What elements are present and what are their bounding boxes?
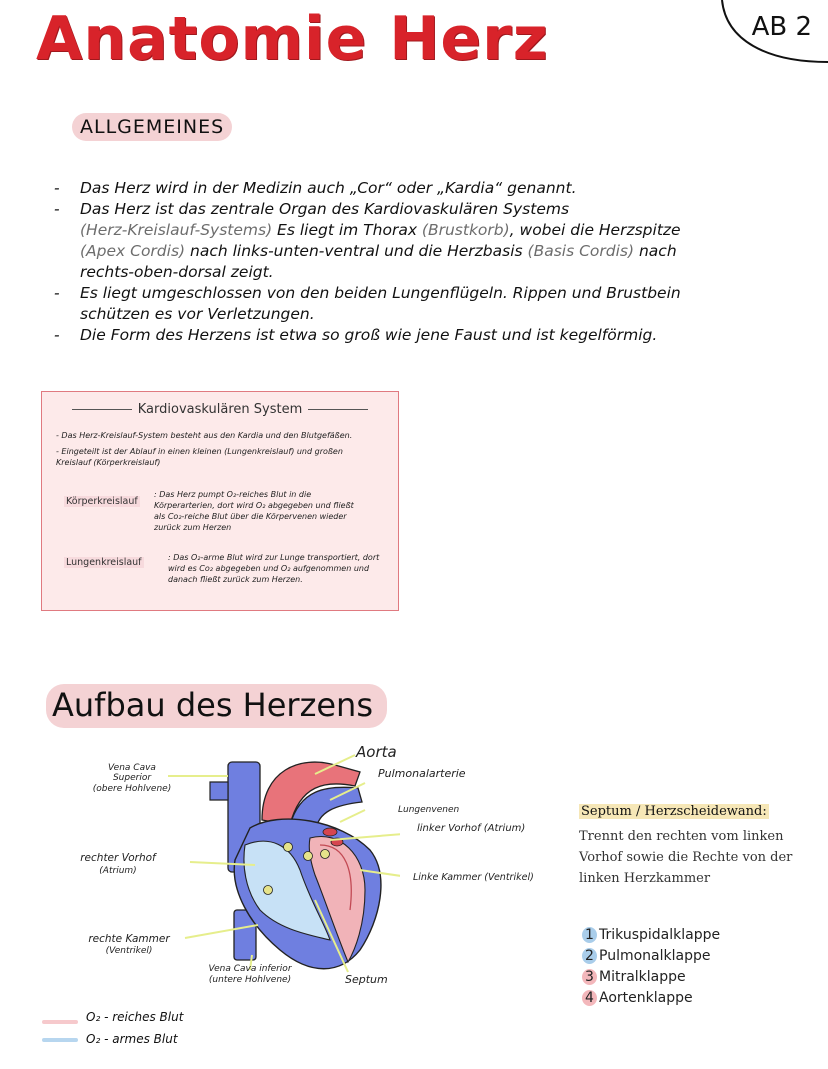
section-heading-allgemeines: ALLGEMEINES	[72, 113, 232, 141]
info-box-title: Kardiovaskulären System	[42, 402, 398, 417]
info-box-line: - Das Herz-Kreislauf-System besteht aus den Kardia und den Blutgefäßen.	[56, 431, 353, 440]
label-septum: Septum	[345, 973, 388, 986]
heart-diagram	[150, 750, 400, 990]
label-vena-cava-inferior: Vena Cava inferior	[208, 964, 292, 974]
label-linker-vorhof: linker Vorhof (Atrium)	[417, 823, 526, 834]
section-heading-aufbau: Aufbau des Herzens	[46, 684, 387, 728]
label-linke-kammer: Linke Kammer (Ventrikel)	[413, 872, 534, 883]
info-box-line: - Eingeteilt ist der Ablauf in einen kleinen (Lungenkreislauf) und großen Kreislauf (Körperkreislauf)	[56, 447, 343, 467]
legend-oxygen-poor: O₂ - armes Blut	[86, 1032, 178, 1046]
page-title: Anatomie Herz	[36, 4, 549, 74]
lungenkreislauf-label: Lungenkreislauf	[66, 557, 142, 568]
legend-swatch-oxygen-rich	[42, 1020, 78, 1024]
cardiovascular-info-box	[41, 391, 399, 611]
valve-2-marker	[284, 843, 293, 852]
label-rechte-kammer-sub: (Ventrikel)	[105, 946, 153, 956]
valve-4-marker	[304, 852, 313, 861]
bullet-item: - Die Form des Herzens ist etwa so groß wie jene Faust und ist kegelförmig.	[50, 325, 690, 346]
label-rechter-vorhof: rechter Vorhof	[80, 852, 156, 864]
valve-item-1: 1 Trikuspidalklappe	[582, 927, 720, 943]
valve-item-2: 2 Pulmonalklappe	[582, 948, 710, 964]
koerperkreislauf-label: Körperkreislauf	[66, 496, 138, 507]
valve-3-marker	[321, 850, 330, 859]
label-rechte-kammer: rechte Kammer	[88, 933, 170, 945]
septum-description: Trennt den rechten vom linken Vorhof sowie die Rechte von der linken Herzkammer	[579, 829, 793, 886]
label-lungenvenen: Lungenvenen	[398, 805, 460, 815]
bullet-item: - Das Herz ist das zentrale Organ des Kardiovaskulären Systems (Herz-Kreislauf-Systems) Es liegt im Thorax (Brustkorb), wobei die Herzspitze (Apex Cordis) nach links-unten-ventral und die Herzbasis (Basis Cordis) nach rechts-oben-dorsal zeigt.	[50, 199, 690, 283]
valve-item-3: 3 Mitralklappe	[582, 969, 686, 985]
label-pulmonalarterie: Pulmonalarterie	[378, 767, 466, 780]
label-vena-cava-superior-sub: (obere Hohlvene)	[92, 784, 172, 794]
bullet-item: - Das Herz wird in der Medizin auch „Cor“ oder „Kardia“ genannt.	[50, 178, 690, 199]
worksheet-tag: AB 2	[751, 12, 812, 42]
koerperkreislauf-text: : Das Herz pumpt O₂-reiches Blut in die Körperarterien, dort wird O₂ abgegeben und fließt als Co₂-reiche Blut über die Körpervenen wieder zurück zum Herzen	[154, 490, 354, 532]
lungenkreislauf-text: : Das O₂-arme Blut wird zur Lunge transportiert, dort wird es Co₂ abgegeben und O₂ aufgenommen und danach fließt zurück zum Herzen.	[168, 553, 380, 584]
bullet-list	[50, 178, 690, 346]
label-vena-cava-inferior-sub: (untere Hohlvene)	[208, 975, 292, 985]
label-rechter-vorhof-sub: (Atrium)	[99, 866, 137, 876]
legend-oxygen-rich: O₂ - reiches Blut	[86, 1010, 184, 1024]
septum-heading: Septum / Herzscheidewand:	[581, 804, 767, 819]
valve-1-marker	[264, 886, 273, 895]
valve-item-4: 4 Aortenklappe	[582, 990, 693, 1006]
label-aorta: Aorta	[356, 743, 397, 761]
legend-swatch-oxygen-poor	[42, 1038, 78, 1042]
bullet-item: - Es liegt umgeschlossen von den beiden Lungenflügeln. Rippen und Brustbein schützen es vor Verletzungen.	[50, 283, 690, 325]
label-vena-cava-superior: Vena Cava Superior	[108, 763, 156, 783]
